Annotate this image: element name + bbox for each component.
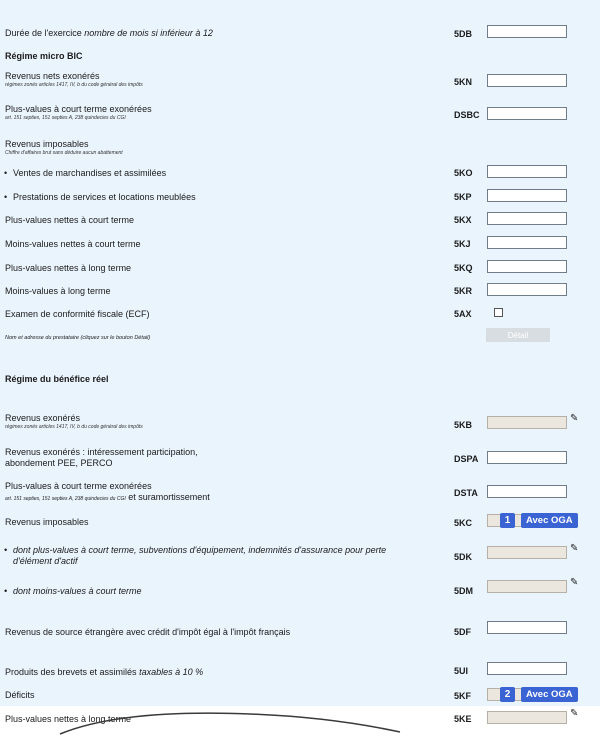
code-5kf: 5KF (454, 691, 472, 701)
label-5kx: Plus-values nettes à court terme (5, 215, 135, 225)
input-dsbc[interactable] (487, 107, 567, 120)
input-5db[interactable] (487, 25, 567, 38)
checkbox-5ax[interactable] (494, 308, 503, 317)
input-5ko[interactable] (487, 165, 567, 178)
code-5dm: 5DM (454, 586, 474, 596)
label-5kn-sub: régimes zonés articles 1417, IV, b du code général des impôts (5, 82, 143, 88)
label-dsta-text: Plus-values à court terme exonérées (5, 481, 152, 491)
label-5ke: Plus-values nettes à long terme (5, 714, 132, 724)
input-5df[interactable] (487, 621, 567, 634)
code-5ko: 5KO (454, 168, 473, 178)
duree-text: Durée de l'exercice (5, 28, 82, 38)
label-5kb (5, 413, 143, 431)
label-5ui-text: Produits des brevets et assimilés (5, 667, 137, 677)
label-dsta (5, 481, 210, 505)
input-5kr[interactable] (487, 283, 567, 296)
label-5kj: Moins-values nettes à court terme (5, 239, 141, 249)
code-5kc: 5KC (454, 518, 473, 528)
label-dsbc-text: Plus-values à court terme exonérées (5, 104, 152, 114)
code-5kp: 5KP (454, 192, 472, 202)
duree-label (5, 28, 213, 39)
badge-text-2: Avec OGA (521, 687, 578, 702)
label-5kb-sub: régimes zonés articles 1417, IV, b du code général des impôts (5, 424, 143, 430)
section-title-reel: Régime du bénéfice réel (5, 374, 109, 384)
label-5kp: • Prestations de services et locations meublées (5, 192, 196, 203)
input-5dm (487, 580, 567, 593)
code-dspa: DSPA (454, 454, 479, 464)
pencil-icon[interactable]: ✎ (570, 708, 579, 719)
code-5db: 5DB (454, 29, 473, 39)
pencil-icon[interactable]: ✎ (570, 543, 579, 554)
code-5kq: 5KQ (454, 263, 473, 273)
label-5kf: Déficits (5, 690, 35, 700)
detail-button[interactable]: Détail (486, 328, 550, 342)
duree-italic: nombre de mois si inférieur à 12 (84, 28, 213, 38)
label-5ui-italic: taxables à 10 % (139, 667, 204, 677)
rev-imp-text: Revenus imposables (5, 139, 89, 149)
code-5kn: 5KN (454, 77, 473, 87)
label-5kr: Moins-values à long terme (5, 286, 111, 296)
input-5ui[interactable] (487, 662, 567, 675)
label-dsbc-sub: art. 151 septies, 151 septies A, 238 quindecies du CGI (5, 115, 126, 121)
code-5kx: 5KX (454, 215, 472, 225)
label-5dk (5, 545, 433, 567)
input-5dk (487, 546, 567, 559)
input-dspa[interactable] (487, 451, 567, 464)
label-5kn-text: Revenus nets exonérés (5, 71, 100, 81)
label-5ui (5, 667, 203, 678)
label-5kc: Revenus imposables (5, 517, 89, 527)
code-5df: 5DF (454, 627, 472, 637)
badge-number-2: 2 (500, 687, 515, 702)
label-dsbc (5, 104, 152, 122)
input-5kj[interactable] (487, 236, 567, 249)
label-dspa (5, 447, 198, 469)
input-5kq[interactable] (487, 260, 567, 273)
oga-badge-1 (500, 512, 578, 528)
label-prestataire: Nom et adresse du prestataire (cliquez sur le bouton Détail) (5, 335, 151, 341)
code-5dk: 5DK (454, 552, 473, 562)
pencil-icon[interactable]: ✎ (570, 413, 579, 424)
input-5kp[interactable] (487, 189, 567, 202)
label-5ax: Examen de conformité fiscale (ECF) (5, 309, 150, 319)
label-dspa-text2: abondement PEE, PERCO (5, 458, 113, 468)
label-5df: Revenus de source étrangère avec crédit d'impôt égal à l'impôt français (5, 627, 291, 637)
input-dsta[interactable] (487, 485, 567, 498)
code-5kr: 5KR (454, 286, 473, 296)
label-5dk-text: dont plus-values à court terme, subventions d'équipement, indemnités d'assurance pour perte (13, 545, 387, 555)
label-5kb-text: Revenus exonérés (5, 413, 81, 423)
oga-badge-2 (500, 686, 578, 702)
badge-text-1: Avec OGA (521, 513, 578, 528)
label-revenus-imposables-micro (5, 139, 123, 157)
code-5kj: 5KJ (454, 239, 471, 249)
label-5ko: • Ventes de marchandises et assimilées (5, 168, 166, 179)
input-5kx[interactable] (487, 212, 567, 225)
label-5kn (5, 71, 143, 89)
label-dsta-tail: et suramortissement (128, 492, 210, 502)
pencil-icon[interactable]: ✎ (570, 577, 579, 588)
label-5dm: • dont moins-values à court terme (5, 586, 142, 597)
badge-number-1: 1 (500, 513, 515, 528)
code-5kb: 5KB (454, 420, 473, 430)
code-5ui: 5UI (454, 666, 469, 676)
label-dsta-sub: art. 151 septies, 151 septies A, 238 quindecies du CGI (5, 496, 126, 502)
label-5kq: Plus-values nettes à long terme (5, 263, 132, 273)
label-dspa-text: Revenus exonérés : intéressement participation, (5, 447, 198, 457)
input-5kn[interactable] (487, 74, 567, 87)
input-5kb (487, 416, 567, 429)
code-dsta: DSTA (454, 488, 478, 498)
code-5ax: 5AX (454, 309, 472, 319)
bottom-curve-decoration (0, 706, 606, 736)
code-5ke: 5KE (454, 714, 472, 724)
code-dsbc: DSBC (454, 110, 480, 120)
label-5dk-text2: d'élément d'actif (13, 556, 78, 566)
section-title-micro-bic: Régime micro BIC (5, 51, 83, 61)
rev-imp-sub: Chiffre d'affaires brut sans déduire aucun abattement (5, 150, 123, 156)
